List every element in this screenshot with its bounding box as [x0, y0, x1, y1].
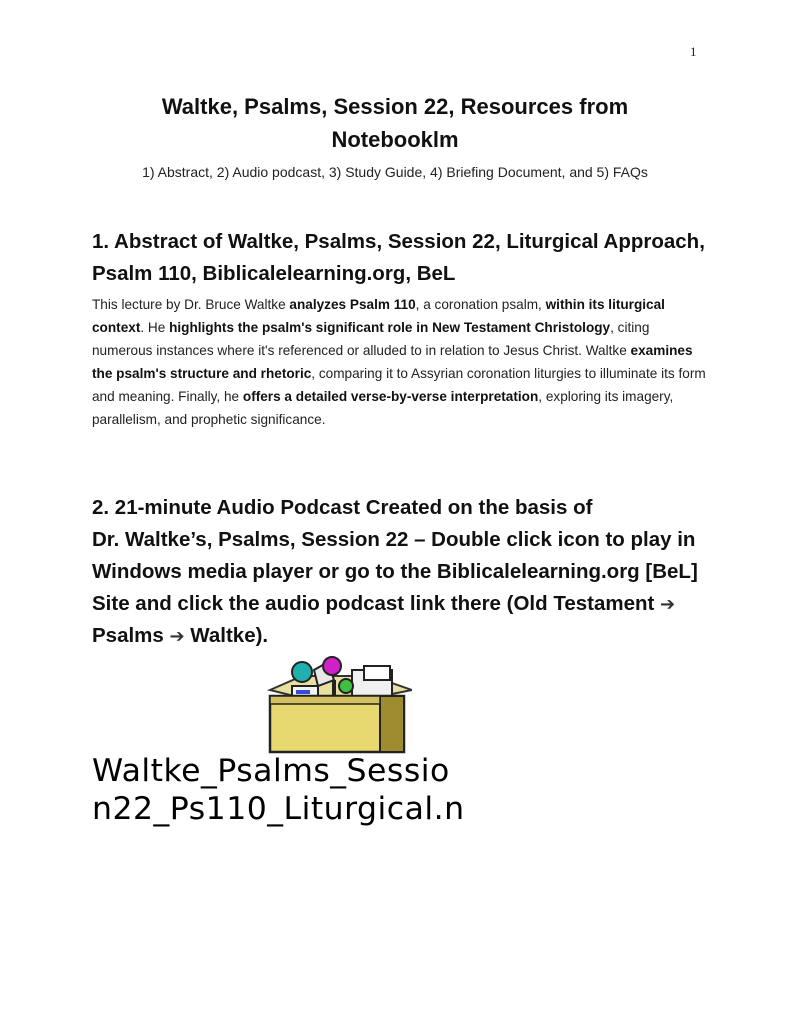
abstract-emphasis: analyzes Psalm 110 — [289, 297, 416, 312]
section1-heading — [92, 226, 712, 290]
abstract-text: , comparing it to Assyrian coronation liturgies to illuminate its form and meaning. Finally, he — [92, 366, 706, 404]
abstract-text: , a coronation psalm, — [415, 297, 546, 312]
page-number: 1 — [690, 44, 697, 59]
abstract-emphasis: offers a detailed verse-by-verse interpretation — [242, 389, 539, 404]
attachment-filename-line1: Waltke_Psalms_Sessio — [92, 753, 450, 789]
waltke-text: Waltke). — [184, 624, 269, 647]
page-title-line2: Notebooklm — [331, 127, 459, 152]
abstract-text: , exploring its imagery, parallelism, and prophetic significance. — [92, 389, 674, 427]
attachment-filename-line2: n22_Ps110_Liturgical.n — [92, 791, 465, 827]
section2-heading-line2: Dr. Waltke’s, Psalms, Session 22 – Double click icon to play in — [92, 528, 696, 551]
abstract-text: , citing numerous instances where it's referenced or alluded to in relation to Jesus Christ. Waltke — [92, 320, 650, 358]
section2-heading-line4 — [92, 588, 712, 620]
section2-heading-line4-text: Site and click the audio podcast link there (Old Testament — [92, 592, 661, 615]
section1-heading-line2: Psalm 110, Biblicalelearning.org, BeL — [92, 262, 456, 285]
package-icon[interactable] — [262, 656, 412, 756]
page-title — [120, 90, 670, 156]
section1-heading-line1: 1. Abstract of Waltke, Psalms, Session 22, Liturgical Approach, — [92, 230, 705, 253]
arrow-right-icon: ➔ — [660, 594, 676, 614]
section2-heading — [92, 492, 712, 652]
section2-heading-line1: 2. 21-minute Audio Podcast Created on the basis of — [92, 496, 593, 519]
abstract-paragraph — [92, 293, 710, 431]
abstract-text: . He — [140, 320, 170, 335]
resource-list-subtitle: 1) Abstract, 2) Audio podcast, 3) Study Guide, 4) Briefing Document, and 5) FAQs — [142, 164, 648, 180]
section2-heading-line5 — [92, 620, 712, 652]
page-title-line1: Waltke, Psalms, Session 22, Resources from — [161, 94, 629, 119]
abstract-text: This lecture by Dr. Bruce Waltke — [92, 297, 290, 312]
attachment-filename[interactable] — [92, 752, 612, 828]
section2-heading-line3: Windows media player or go to the Biblicalelearning.org [BeL] — [92, 560, 698, 583]
arrow-right-icon: ➔ — [169, 626, 185, 646]
abstract-emphasis: highlights the psalm's significant role in New Testament Christology — [169, 320, 611, 335]
abstract-emphasis: examines the psalm's structure and rhetoric — [92, 343, 693, 381]
psalms-text: Psalms — [92, 624, 170, 647]
abstract-emphasis: within its liturgical context — [92, 297, 665, 335]
